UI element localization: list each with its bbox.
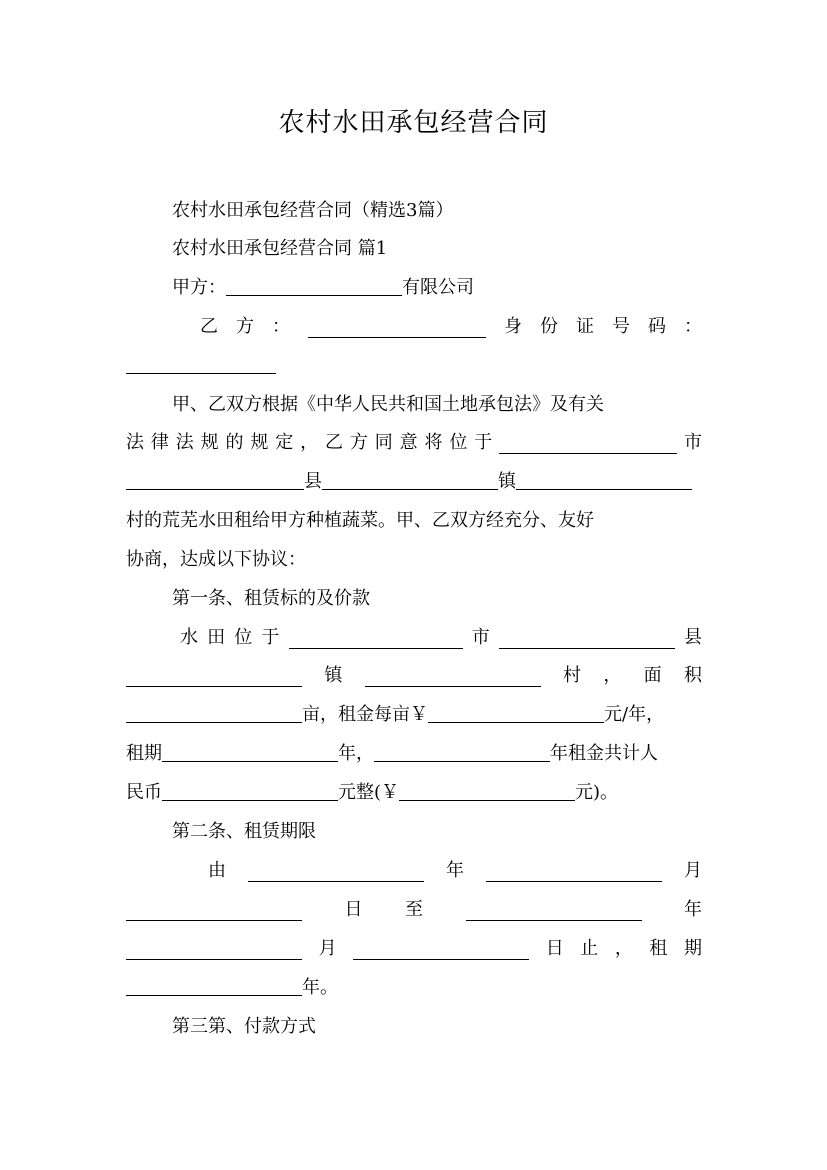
total-rent-label: 年租金共计人	[550, 743, 658, 764]
intro-char: 定	[275, 432, 294, 453]
location-char: 田	[207, 627, 226, 648]
village-blank	[365, 666, 541, 687]
city-blank	[289, 628, 463, 649]
article-2-line-3	[126, 930, 702, 968]
end-month-blank	[126, 939, 302, 960]
end-char: 日	[545, 938, 564, 959]
intro-city-blank	[499, 433, 677, 454]
year-label: 年	[684, 899, 702, 920]
intro-char: 意	[399, 432, 418, 453]
document-subtitle: 农村水田承包经营合同（精选3篇）	[172, 200, 454, 221]
id-label-char: ：	[684, 316, 702, 337]
intro-char: 法	[175, 432, 194, 453]
year-label: 年	[446, 860, 464, 881]
location-char: 于	[261, 627, 280, 648]
month-label: 月	[318, 938, 337, 959]
amount-number-blank	[399, 780, 575, 801]
party-b-char: ：	[272, 316, 290, 337]
intro-county-label: 县	[304, 471, 322, 492]
article-2-line-1	[208, 852, 702, 890]
party-b-blank	[308, 317, 486, 338]
intro-char: 方	[349, 432, 368, 453]
article-2-line-4	[126, 969, 702, 1007]
area-blank	[126, 702, 302, 723]
intro-town-blank	[322, 469, 498, 490]
id-label-char: 证	[576, 316, 594, 337]
party-b-char: 乙	[200, 316, 218, 337]
day-label: 日	[344, 899, 363, 920]
intro-char: 规	[250, 432, 269, 453]
end-char: 租	[649, 938, 668, 959]
year-label: 年，	[338, 743, 374, 764]
city-label: 市	[471, 627, 490, 648]
article-2-line-2	[126, 891, 702, 929]
intro-village-blank	[516, 469, 692, 490]
village-label: 村	[562, 665, 581, 686]
article-1-heading: 第一条、租赁标的及价款	[172, 588, 370, 609]
intro-county-blank	[126, 469, 304, 490]
intro-line-5: 协商，达成以下协议：	[126, 549, 306, 570]
intro-char: 于	[474, 432, 493, 453]
from-label: 由	[208, 860, 226, 881]
party-a-suffix: 有限公司	[402, 277, 474, 298]
start-day-blank	[126, 900, 302, 921]
id-number-line	[126, 347, 702, 385]
article-3-heading: 第三第、付款方式	[172, 1016, 316, 1037]
intro-char: 乙	[325, 432, 343, 453]
intro-char: 将	[424, 432, 443, 453]
article-1-line-5	[126, 774, 702, 812]
end-year-blank	[466, 900, 642, 921]
intro-char: 的	[225, 432, 244, 453]
yuan-end-label: 元)。	[575, 782, 619, 803]
document-title: 农村水田承包经营合同	[278, 108, 549, 138]
term-blank	[162, 741, 338, 762]
party-a-label: 甲方：	[172, 277, 226, 298]
party-a-line	[172, 269, 702, 307]
total-years-blank	[374, 741, 550, 762]
intro-line-4: 村的荒芜水田租给甲方种植蔬菜。甲、乙双方经充分、友好	[126, 510, 594, 531]
town-label: 镇	[324, 665, 343, 686]
term-label: 租期	[126, 743, 162, 764]
intro-char: ，	[300, 432, 319, 453]
county-label: 县	[683, 627, 702, 648]
article-1-line-2	[126, 657, 702, 695]
id-number-blank	[126, 353, 276, 374]
article-2-heading: 第二条、租赁期限	[172, 821, 316, 842]
area-label-char: 面	[643, 665, 662, 686]
yuan-label: 元整(￥	[338, 782, 400, 803]
id-label-char: 码	[648, 316, 666, 337]
end-day-blank	[353, 939, 529, 960]
document-heading: 农村水田承包经营合同 篇1	[172, 238, 388, 259]
intro-char: 位	[449, 432, 468, 453]
party-b-line	[200, 308, 702, 346]
month-label: 月	[684, 860, 702, 881]
town-blank	[126, 666, 302, 687]
end-char: 期	[683, 938, 702, 959]
county-blank	[499, 628, 675, 649]
intro-town-label: 镇	[498, 471, 516, 492]
end-char: 止	[580, 938, 599, 959]
to-label: 至	[405, 899, 423, 920]
start-year-blank	[248, 861, 424, 882]
area-label-char: 积	[683, 665, 702, 686]
intro-char: 规	[200, 432, 219, 453]
intro-char: 律	[150, 432, 169, 453]
intro-char: 法	[126, 432, 144, 453]
per-year-label: 元/年，	[604, 704, 665, 725]
intro-line-3	[126, 463, 702, 501]
comma: ，	[603, 665, 622, 686]
intro-line-1: 甲、乙双方根据《中华人民共和国土地承包法》及有关	[172, 394, 604, 415]
location-char: 水	[180, 627, 198, 648]
id-label-char: 号	[612, 316, 630, 337]
end-char: ，	[614, 938, 633, 959]
rent-per-mu-blank	[428, 702, 604, 723]
intro-char: 同	[374, 432, 393, 453]
intro-line-2	[126, 424, 702, 462]
term-years-blank	[126, 975, 302, 996]
start-month-blank	[486, 861, 662, 882]
id-label-char: 身	[504, 316, 522, 337]
article-1-line-3	[126, 696, 702, 734]
amount-words-blank	[162, 780, 338, 801]
id-label-char: 份	[540, 316, 558, 337]
rent-per-mu-label: 亩，租金每亩￥	[302, 704, 428, 725]
article-1-line-1	[180, 619, 702, 657]
location-char: 位	[234, 627, 253, 648]
article-1-line-4	[126, 735, 702, 773]
intro-city-label: 市	[684, 432, 702, 453]
rmb-label: 民币	[126, 782, 162, 803]
year-end-label: 年。	[302, 977, 338, 998]
party-a-blank	[226, 275, 402, 296]
party-b-char: 方	[236, 316, 254, 337]
